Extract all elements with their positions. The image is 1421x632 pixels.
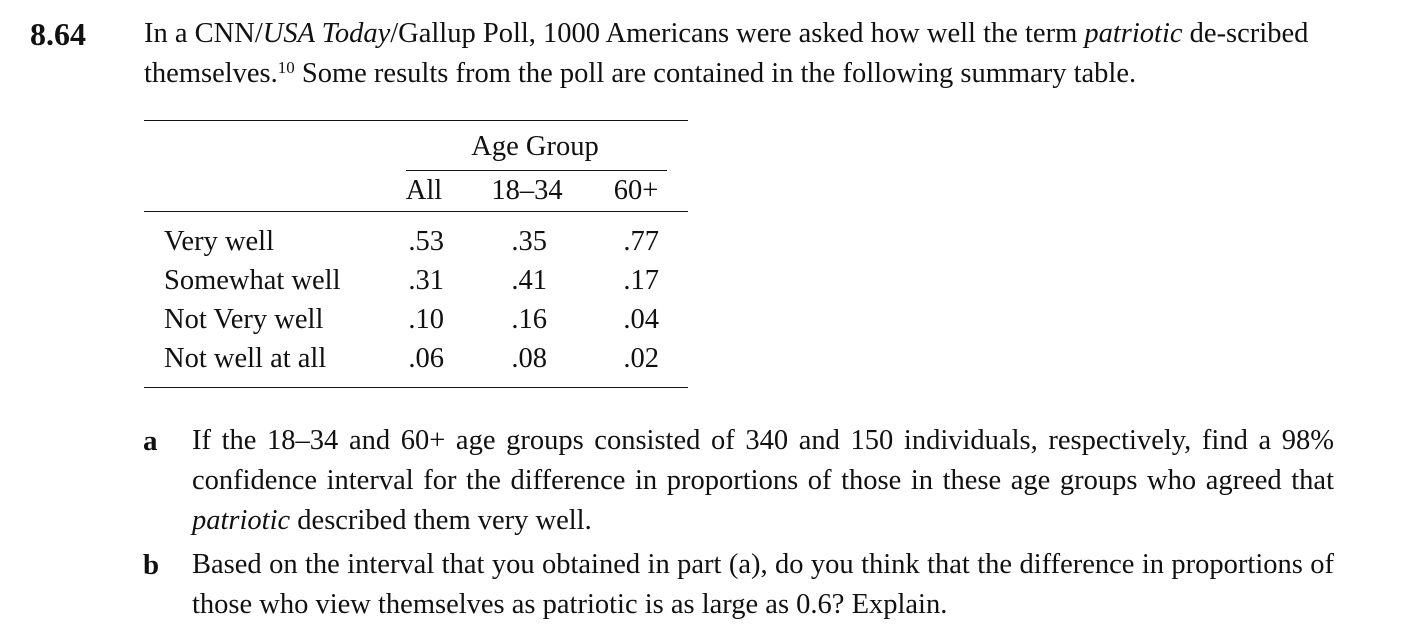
part-a-text-1: If the 18–34 and 60+ age groups consisted of 340 and 150 individuals, respectively, find a 98% confidence interval for the difference in proportions of those in these age groups who agreed that [192,425,1334,496]
cell-not-very-well-all: .10 [408,304,444,335]
intro-text-3: /Gallup Poll, 1000 Americans were asked how well the term [390,18,1085,49]
cell-somewhat-well-all: .31 [408,265,444,296]
summary-table [144,120,688,390]
row-label-very-well: Very well [164,226,275,257]
table-col-header-60plus: 60+ [613,175,659,206]
problem-intro [144,14,1344,94]
table-bottom-rule [144,387,688,388]
cell-not-very-well-60plus: .04 [623,304,659,335]
intro-text-patriotic: patriotic [1084,18,1183,49]
cell-not-very-well-18-34: .16 [511,304,547,335]
problem-number: 8.64 [30,16,86,52]
part-b-text: Based on the interval that you obtained in part (a), do you think that the difference in proportions of those who view themselves as patriotic is as large as 0.6? Explain. [192,549,1334,620]
part-b-letter: b [143,549,160,581]
part-a-patriotic: patriotic [192,505,291,536]
part-a-text-3: described them very well. [290,505,592,536]
row-label-somewhat-well: Somewhat well [164,265,341,296]
table-group-rule [406,170,667,171]
cell-somewhat-well-18-34: .41 [511,265,547,296]
table-group-header: Age Group [471,131,599,162]
cell-not-well-at-all-60plus: .02 [623,343,659,374]
intro-text-5: de-scribed themselves. [144,18,1309,89]
part-a-letter: a [143,425,158,457]
part-a-text [192,421,1334,541]
cell-very-well-all: .53 [408,226,444,257]
row-label-not-very-well: Not Very well [164,304,324,335]
cell-very-well-60plus: .77 [623,226,659,257]
table-top-rule [144,120,688,121]
table-header-rule [144,211,688,212]
table-col-header-all: All [405,175,443,206]
row-label-not-well-at-all: Not well at all [164,343,327,374]
footnote-marker: 10 [277,58,295,77]
cell-not-well-at-all-18-34: .08 [511,343,547,374]
intro-text-6: Some results from the poll are contained in the following summary table. [294,58,1137,89]
cell-very-well-18-34: .35 [511,226,547,257]
cell-somewhat-well-60plus: .17 [623,265,659,296]
cell-not-well-at-all-all: .06 [408,343,444,374]
intro-text-usa-today: USA Today [262,18,391,49]
intro-text-1: In a CNN/ [144,18,263,49]
table-col-header-18-34: 18–34 [491,175,563,206]
